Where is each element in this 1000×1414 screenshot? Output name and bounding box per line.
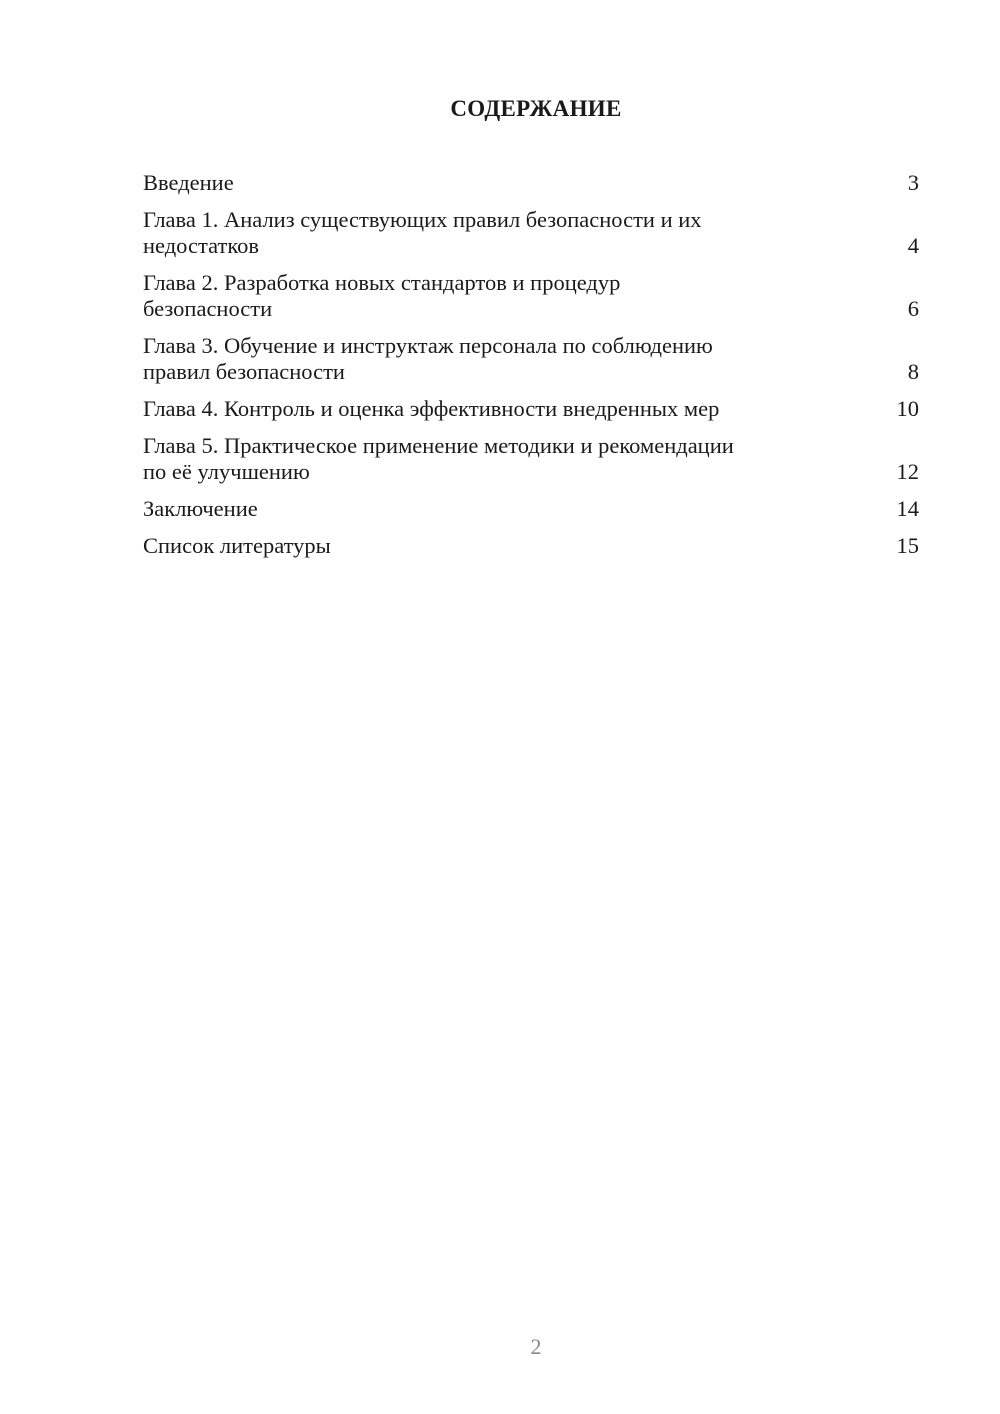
toc-entry-label: Введение — [143, 170, 234, 195]
toc-entry-label: Заключение — [143, 496, 258, 521]
toc-entry-page: 4 — [907, 233, 919, 258]
toc-entry-chapter-1 — [143, 207, 919, 259]
toc-entry-page: 10 — [896, 396, 919, 421]
toc-entry-label: Список литературы — [143, 533, 331, 558]
toc-entry-label: Глава 4. Контроль и оценка эффективности внедренных мер — [143, 396, 720, 421]
toc-entry-page: 6 — [907, 296, 919, 321]
toc-entry-chapter-4 — [143, 396, 919, 422]
toc-entry-introduction — [143, 170, 919, 196]
toc-entry-chapter-5 — [143, 433, 919, 485]
toc-entry-conclusion — [143, 496, 919, 522]
toc-entry-chapter-3 — [143, 333, 919, 385]
toc-entry-references — [143, 533, 919, 559]
toc-entry-label: Глава 2. Разработка новых стандартов и процедур безопасности — [143, 270, 621, 321]
toc-entry-page: 14 — [896, 496, 919, 521]
toc-entry-label: Глава 5. Практическое применение методики и рекомендации по её улучшению — [143, 433, 734, 484]
toc-entry-page: 3 — [907, 170, 919, 195]
toc-entry-label: Глава 3. Обучение и инструктаж персонала по соблюдению правил безопасности — [143, 333, 713, 384]
page-title: СОДЕРЖАНИЕ — [450, 96, 622, 121]
toc-entry-chapter-2 — [143, 270, 919, 322]
page-number: 2 — [530, 1334, 542, 1359]
toc-entry-label: Глава 1. Анализ существующих правил безопасности и их недостатков — [143, 207, 702, 258]
toc-entry-page: 12 — [896, 459, 919, 484]
toc-entry-page: 15 — [896, 533, 919, 558]
table-of-contents — [143, 170, 919, 559]
toc-entry-page: 8 — [907, 359, 919, 384]
